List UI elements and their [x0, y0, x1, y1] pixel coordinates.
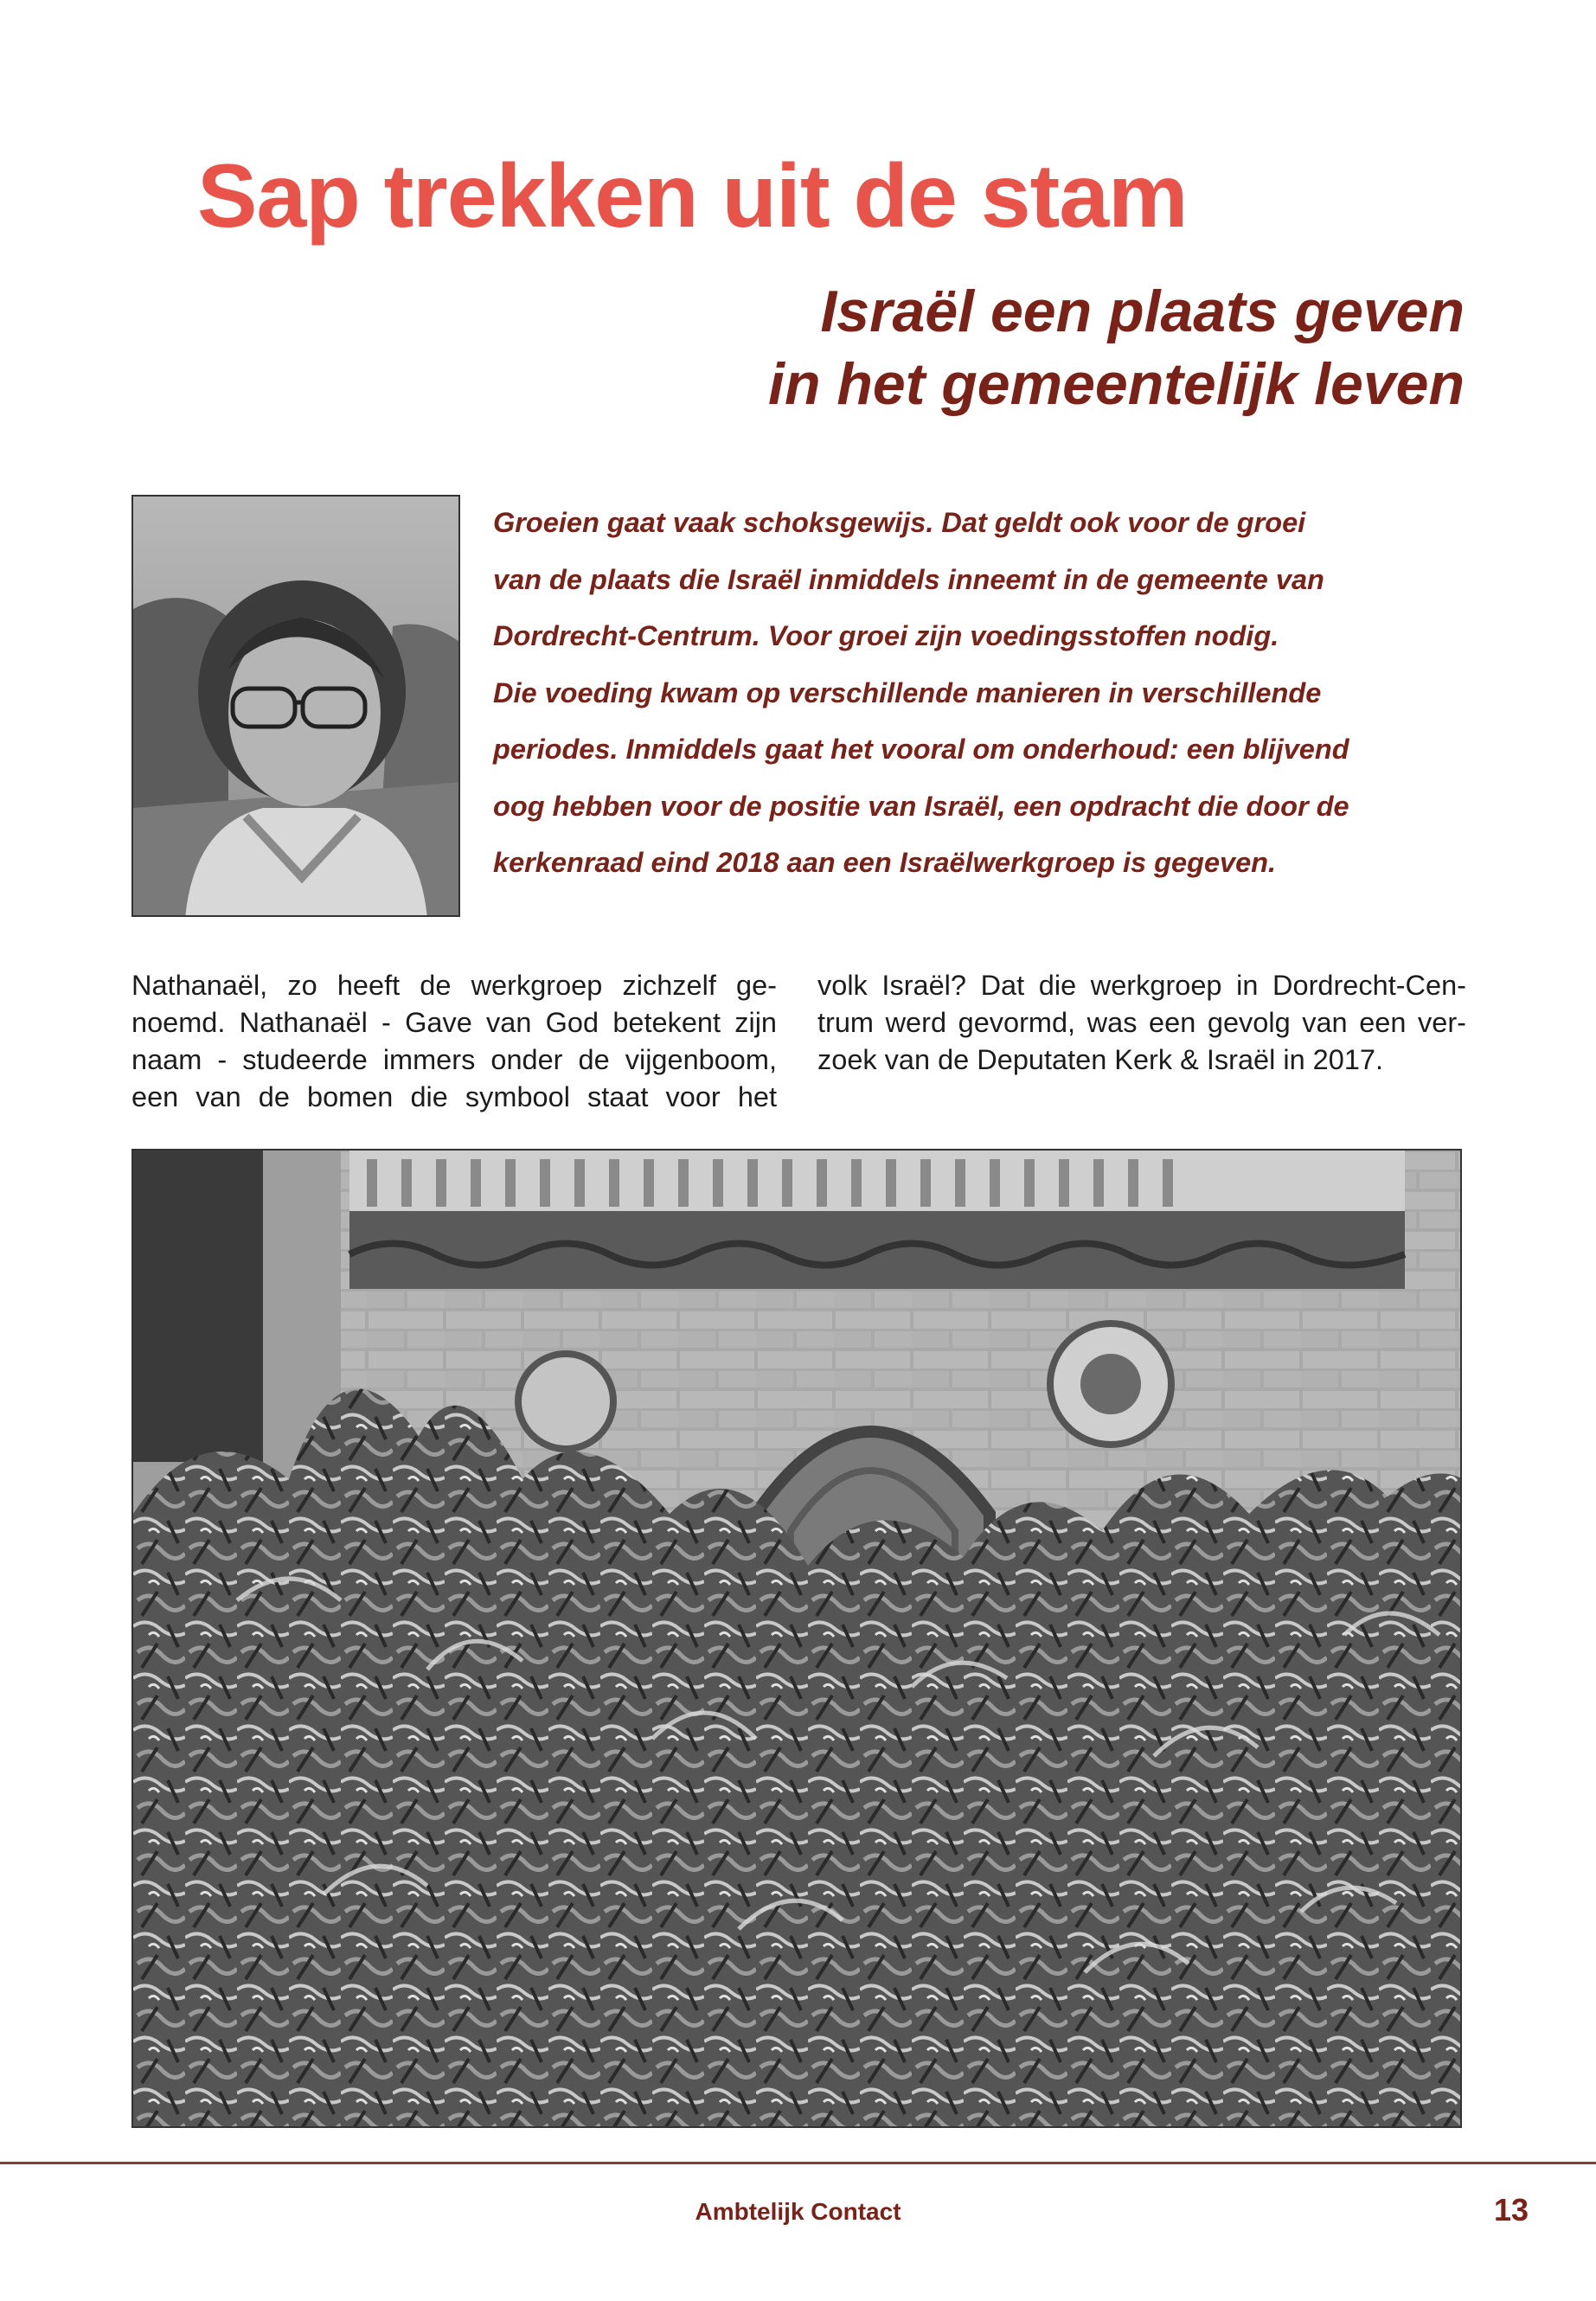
- body-line: trum werd gevormd, was een gevolg van een ver-: [817, 1007, 1466, 1038]
- church-olive-tree-photo: [131, 1149, 1462, 2128]
- body-line: naam - studeerde immers onder de vijgenboom,: [131, 1044, 777, 1075]
- publication-name: Ambtelijk Contact: [695, 2198, 901, 2225]
- subtitle-line: Israël een plaats geven: [820, 279, 1465, 344]
- body-line: zoek van de Deputaten Kerk & Israël in 2017.: [817, 1044, 1384, 1075]
- body-line: Nathanaël, zo heeft de werkgroep zichzelf ge-: [131, 970, 777, 1001]
- page-number: 13: [1493, 2192, 1529, 2227]
- article-title: Sap trekken uit de stam: [197, 146, 1188, 247]
- intro-line: van de plaats die Israël inmiddels inneemt in de gemeente van: [493, 563, 1324, 595]
- intro-line: Die voeding kwam op verschillende manieren in verschillende: [493, 676, 1322, 708]
- body-line: een van de bomen die symbool staat voor het: [131, 1081, 777, 1112]
- body-column-right: [817, 967, 1466, 1079]
- author-portrait-photo: [131, 495, 460, 917]
- article-subtitle: [768, 275, 1465, 420]
- subtitle-line: in het gemeentelijk leven: [768, 351, 1465, 417]
- intro-line: kerkenraad eind 2018 aan een Israëlwerkgroep is gegeven.: [493, 847, 1277, 878]
- intro-line: periodes. Inmiddels gaat het vooral om onderhoud: een blijvend: [493, 734, 1349, 765]
- intro-line: oog hebben voor de positie van Israël, een opdracht die door de: [493, 790, 1349, 822]
- footer-divider: [0, 2162, 1596, 2164]
- body-line: volk Israël? Dat die werkgroep in Dordrecht-Cen-: [817, 970, 1466, 1001]
- intro-line: Dordrecht-Centrum. Voor groei zijn voedingsstoffen nodig.: [493, 620, 1279, 651]
- intro-line: Groeien gaat vaak schoksgewijs. Dat geldt ook voor de groei: [493, 507, 1306, 538]
- body-column-left: [131, 967, 777, 1116]
- intro-paragraph: [493, 495, 1410, 892]
- body-line: noemd. Nathanaël - Gave van God betekent zijn: [131, 1007, 777, 1038]
